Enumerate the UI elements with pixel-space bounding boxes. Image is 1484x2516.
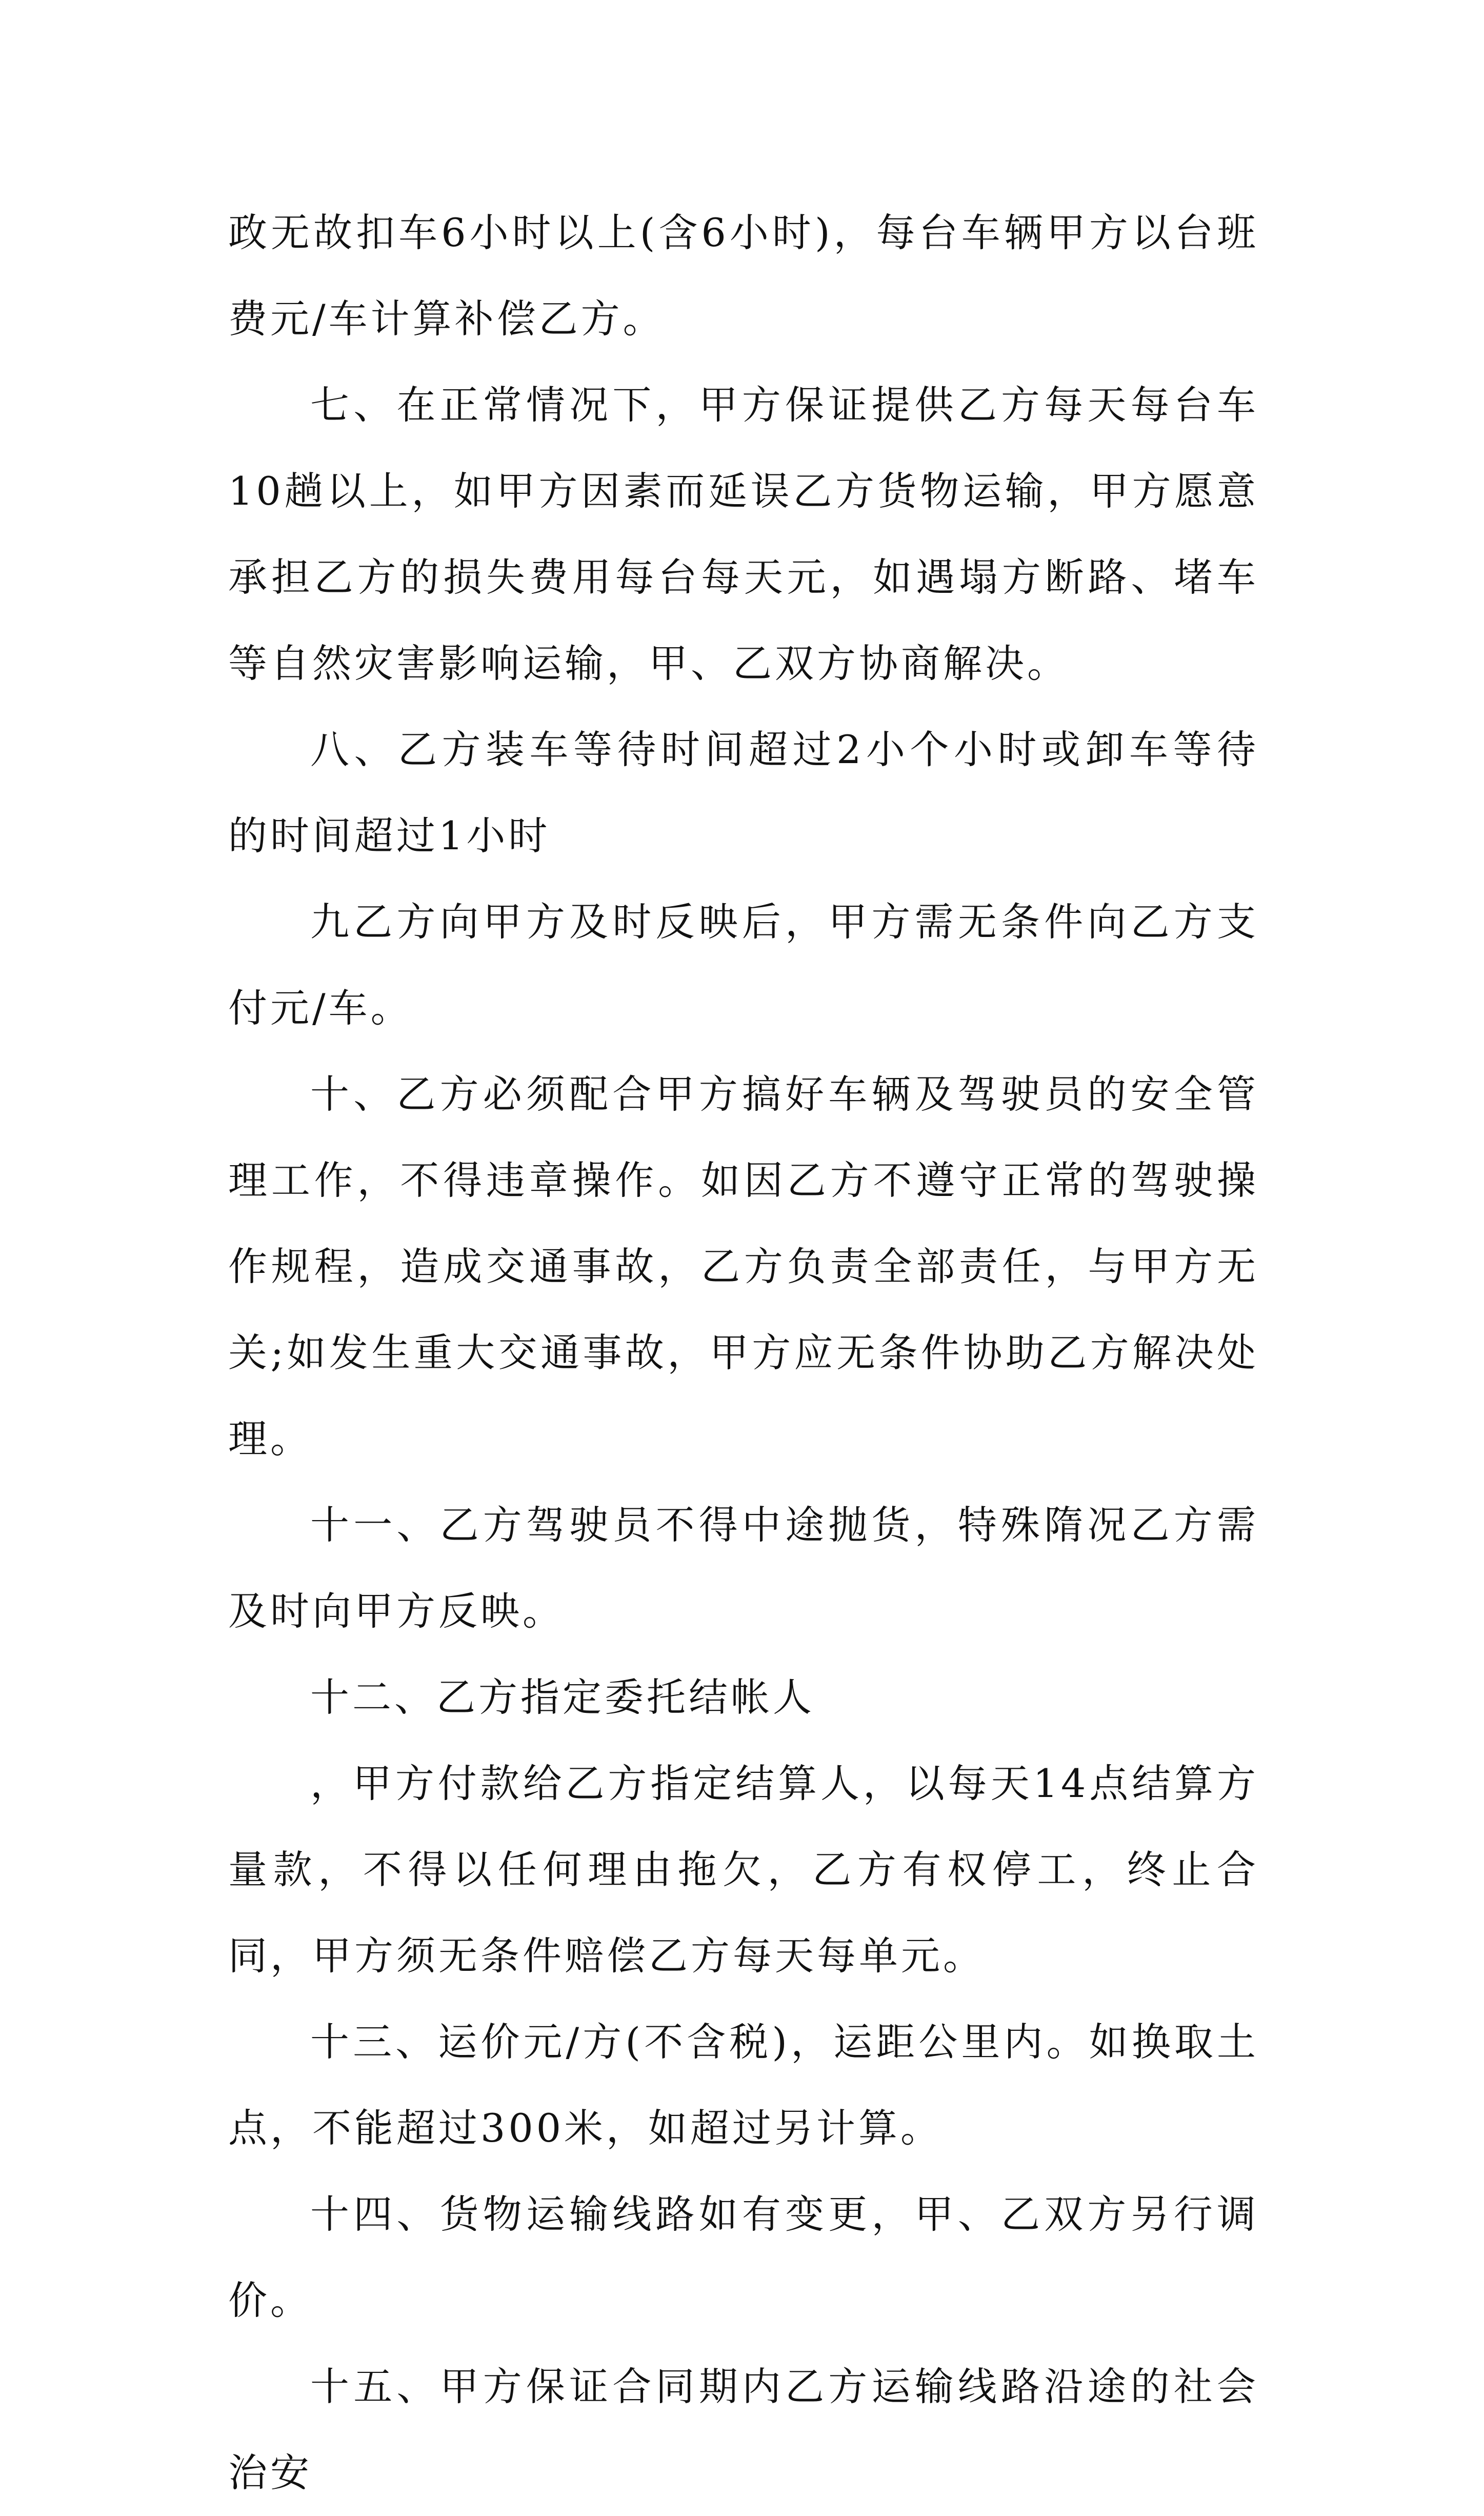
paragraph-clause-12-continued: ，甲方付款给乙方指定结算人，以每天14点结算方量款，不得以任何理由拖欠，乙方有权停工，终止合同，甲方须无条件赔偿乙方每天每单元。: [228, 1761, 1259, 1979]
paragraph-clause-13: 十三、运价元/方(不含税)，运距公里内。如换取土点，不能超过300米，如超过另计算。: [228, 2019, 1259, 2151]
paragraph-clause-14: 十四、货物运输线路如有变更，甲、乙双方另行调价。: [228, 2191, 1259, 2323]
paragraph-clause-15: 十五、甲方保证合同期内乙方运输线路沿途的社会治安: [228, 2364, 1259, 2495]
paragraph-clause-10: 十、乙方必须配合甲方搞好车辆及驾驶员的安全管理工作，不得违章操作。如因乙方不遵守正常的驾驶操作规程，造成交通事故，乙方负责全部责任，与甲方无关;如发生重大交通事故，甲方应无条件协助乙方解决处理。: [228, 1071, 1259, 1462]
paragraph-continuation: 政无故扣车6小时以上(含6小时)，每台车辆甲方以台班费元/车计算补偿乙方。: [228, 210, 1259, 342]
paragraph-clause-8: 八、乙方装车等待时间超过2小个小时或卸车等待的时间超过1小时: [228, 727, 1259, 858]
contract-body: [228, 190, 1259, 2516]
paragraph-clause-7: 七、在正常情况下，甲方保证提供乙方每天每台车10趟以上，如甲方因素而延误乙方货物运输，甲方愿意承担乙方的损失费用每台每天元，如遇塌方断路、堵车等自然灾害影响运输，甲、乙双方协商解决。: [228, 382, 1259, 686]
paragraph-clause-12: 十二、乙方指定委托结帐人: [310, 1674, 815, 1720]
paragraph-clause-9: 九乙方向甲方及时反映后，甲方需无条件向乙方支付元/车。: [228, 899, 1259, 1031]
paragraph-clause-11: 十一、乙方驾驶员不得中途抛货，特殊隋况乙方需及时向甲方反映。: [228, 1502, 1259, 1634]
